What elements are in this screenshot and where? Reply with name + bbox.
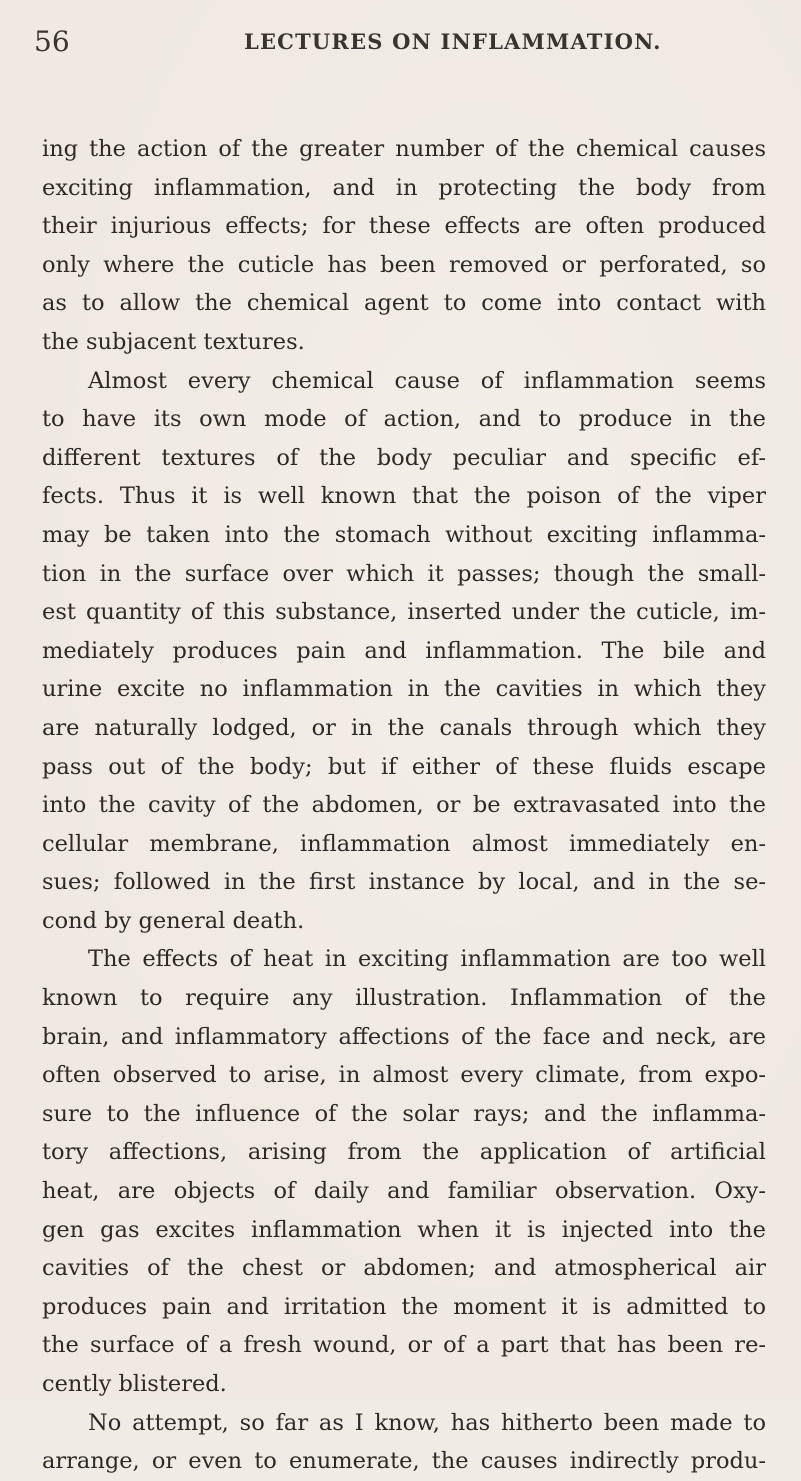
text-line: est quantity of this substance, inserted under the cuticle, im- [42,599,766,626]
text-line: cellular membrane, inflammation almost immediately en- [42,830,766,857]
text-line: only where the cuticle has been removed or perforated, so [42,251,766,278]
text-line: cavities of the chest or abdomen; and atmospherical air [42,1255,766,1282]
text-line: ing the action of the greater number of the chemical causes [42,136,766,162]
text-line: are naturally lodged, or in the canals through which they [42,714,766,741]
text-line: different textures of the body peculiar and specific ef- [42,444,766,471]
text-line: gen gas excites inflammation when it is injected into the [42,1216,766,1243]
text-line: mediately produces pain and inflammation. The bile and [42,637,766,664]
text-line: tion in the surface over which it passes; though the small- [42,560,766,587]
text-line: arrange, or even to enumerate, the causes indirectly produ- [42,1448,766,1475]
text-line: to have its own mode of action, and to produce in the [42,406,766,433]
text-line: known to require any illustration. Inflammation of the [42,985,766,1012]
text-line: urine excite no inflammation in the cavities in which they [42,676,766,703]
text-line: sure to the influence of the solar rays; and the inflamma- [42,1100,766,1127]
text-line: tory affections, arising from the application of artificial [42,1139,766,1166]
text-line: cond by general death. [42,907,305,934]
text-line: No attempt, so far as I know, has hitherto been made to [88,1409,766,1436]
text-line: may be taken into the stomach without exciting inflamma- [42,521,766,548]
text-line: often observed to arise, in almost every climate, from expo- [42,1062,766,1089]
text-line: Almost every chemical cause of inflammation seems [88,367,766,394]
text-line: produces pain and irritation the moment it is admitted to [42,1293,766,1320]
text-line: exciting inflammation, and in protecting the body from [42,174,766,201]
text-line: pass out of the body; but if either of these fluids escape [42,753,766,780]
page-header [34,20,767,64]
text-line: fects. Thus it is well known that the poison of the viper [42,483,766,510]
text-line: cently blistered. [42,1371,227,1397]
text-line: their injurious effects; for these effects are often produced [42,213,766,240]
page-number: 56 [34,25,70,58]
running-head: LECTURES ON INFLAMMATION. [244,29,662,54]
text-line: The effects of heat in exciting inflammation are too well [88,946,766,973]
text-line: the surface of a fresh wound, or of a part that has been re- [42,1332,766,1359]
text-line: brain, and inflammatory affections of the face and neck, are [42,1023,766,1050]
body-text [42,130,766,1481]
text-line: into the cavity of the abdomen, or be extravasated into the [42,792,766,819]
text-line: as to allow the chemical agent to come into contact with [42,290,766,317]
text-line: heat, are objects of daily and familiar observation. Oxy- [42,1178,766,1205]
text-line: the subjacent textures. [42,328,305,355]
text-line: sues; followed in the first instance by local, and in the se- [42,869,766,896]
